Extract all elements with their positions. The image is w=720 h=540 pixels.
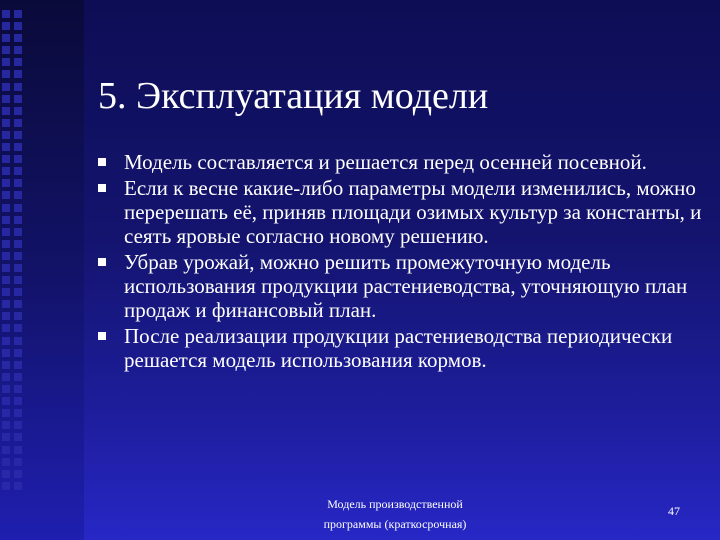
- decorative-squares: [2, 10, 26, 490]
- slide-title: 5. Эксплуатация модели: [98, 75, 489, 117]
- bullet-text: Убрав урожай, можно решить промежуточную модель использования продукции растениеводства, уточняющую план продаж и финансовый план.: [124, 250, 688, 322]
- square-bullet-icon: [98, 332, 106, 340]
- bullet-item: [96, 324, 706, 372]
- square-bullet-icon: [98, 184, 106, 192]
- bullet-item: [96, 150, 706, 174]
- page-number: 47: [668, 504, 680, 518]
- slide-footer: Модель производственной программы (краткосрочная): [323, 497, 467, 531]
- square-bullet-icon: [98, 258, 106, 266]
- square-bullet-icon: [98, 158, 106, 166]
- sidebar-decoration: [0, 0, 84, 540]
- bullet-list: [96, 150, 706, 374]
- bullet-text: Если к весне какие-либо параметры модели изменились, можно перерешать её, приняв площади озимых культур за константы, и сеять яровые согласно новому решению.: [124, 176, 702, 248]
- bullet-text: После реализации продукции растениеводства периодически решается модель использования кормов.: [124, 324, 673, 372]
- bullet-item: [96, 176, 706, 248]
- bullet-item: [96, 250, 706, 322]
- bullet-text: Модель составляется и решается перед осенней посевной.: [124, 150, 647, 174]
